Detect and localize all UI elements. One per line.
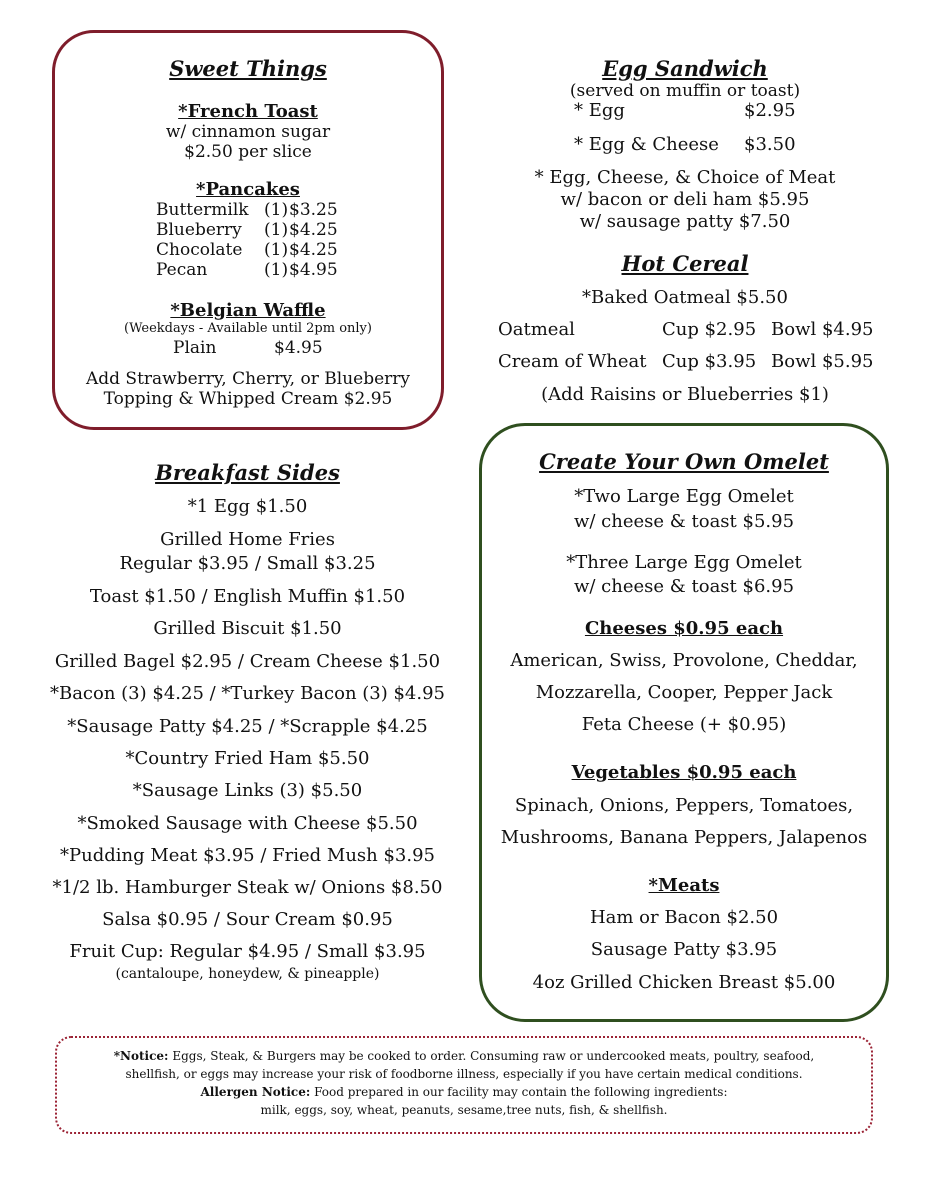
vegetables-title: Vegetables $0.95 each — [571, 762, 797, 783]
pancake-qty: (1) — [264, 240, 289, 260]
side-line: Regular $3.95 / Small $3.25 — [119, 553, 376, 574]
pancake-name: Buttermilk — [156, 200, 249, 220]
side-line: *1 Egg $1.50 — [187, 496, 308, 517]
cheeses-line-2: Mozzarella, Cooper, Pepper Jack — [535, 682, 833, 703]
meats-title: *Meats — [648, 875, 720, 896]
cheeses-line-1: American, Swiss, Provolone, Cheddar, — [510, 650, 858, 671]
pancake-name: Chocolate — [156, 240, 243, 260]
side-line: Grilled Biscuit $1.50 — [153, 618, 342, 639]
side-line: *1/2 lb. Hamburger Steak w/ Onions $8.50 — [52, 877, 443, 898]
pancake-name: Blueberry — [156, 220, 242, 240]
egg-meat-line-1: * Egg, Cheese, & Choice of Meat — [534, 167, 836, 188]
fruit-note: (cantaloupe, honeydew, & pineapple) — [115, 966, 380, 982]
sweet-things-title: Sweet Things — [169, 56, 327, 81]
notice-label: *Notice: — [113, 1049, 169, 1063]
allergen-line — [55, 1083, 873, 1101]
allergen-text: Food prepared in our facility may contain the following ingredients: — [310, 1085, 728, 1099]
topping-line-2: Topping & Whipped Cream $2.95 — [103, 389, 393, 409]
side-line: *Pudding Meat $3.95 / Fried Mush $3.95 — [59, 845, 435, 866]
pancake-qty: (1) — [264, 220, 289, 240]
side-line: Grilled Bagel $2.95 / Cream Cheese $1.50 — [54, 651, 441, 672]
pancake-price: $4.25 — [289, 220, 338, 240]
plain-label: Plain — [173, 338, 217, 358]
cheeses-title: Cheeses $0.95 each — [584, 618, 784, 639]
side-line: *Sausage Patty $4.25 / *Scrapple $4.25 — [67, 716, 428, 737]
omelet-title: Create Your Own Omelet — [539, 449, 829, 474]
side-line: Fruit Cup: Regular $4.95 / Small $3.95 — [69, 941, 426, 962]
baked-oatmeal: *Baked Oatmeal $5.50 — [582, 287, 788, 308]
egg-sandwich-price: $2.95 — [744, 100, 796, 121]
three-egg-line-1: *Three Large Egg Omelet — [566, 552, 802, 573]
egg-sandwich-title: Egg Sandwich — [602, 56, 768, 81]
egg-sandwich-price: $3.50 — [744, 134, 796, 155]
cereal-bowl: Bowl $5.95 — [771, 351, 874, 372]
egg-meat-line-3: w/ sausage patty $7.50 — [579, 211, 791, 232]
side-line: Grilled Home Fries — [160, 529, 335, 550]
pancake-qty: (1) — [264, 200, 289, 220]
belgian-waffle-note: (Weekdays - Available until 2pm only) — [124, 321, 372, 336]
pancake-price: $3.25 — [289, 200, 338, 220]
cereal-bowl: Bowl $4.95 — [771, 319, 874, 340]
vegetables-line-1: Spinach, Onions, Peppers, Tomatoes, — [514, 795, 854, 816]
pancake-price: $4.95 — [289, 260, 338, 280]
french-toast-desc: w/ cinnamon sugar — [165, 122, 331, 142]
notice-text-1: Eggs, Steak, & Burgers may be cooked to order. Consuming raw or undercooked meats, poultry, seafood, — [168, 1049, 815, 1063]
notice-text — [55, 1047, 873, 1119]
cereal-name: Oatmeal — [498, 319, 575, 340]
side-line: *Sausage Links (3) $5.50 — [132, 780, 363, 801]
pancake-price: $4.25 — [289, 240, 338, 260]
meat-item: 4oz Grilled Chicken Breast $5.00 — [532, 972, 836, 993]
pancakes-title: *Pancakes — [196, 179, 300, 200]
side-line: *Bacon (3) $4.25 / *Turkey Bacon (3) $4.95 — [49, 683, 446, 704]
side-line: *Smoked Sausage with Cheese $5.50 — [77, 813, 418, 834]
cheeses-line-3: Feta Cheese (+ $0.95) — [581, 714, 787, 735]
french-toast-price: $2.50 per slice — [184, 142, 312, 162]
pancake-qty: (1) — [264, 260, 289, 280]
side-line: Salsa $0.95 / Sour Cream $0.95 — [102, 909, 393, 930]
hot-cereal-title: Hot Cereal — [621, 251, 749, 276]
side-line: Toast $1.50 / English Muffin $1.50 — [89, 586, 406, 607]
breakfast-sides-title: Breakfast Sides — [155, 460, 340, 485]
notice-line-2: shellfish, or eggs may increase your risk of foodborne illness, especially if you have certain medical conditions. — [125, 1067, 803, 1081]
meat-item: Ham or Bacon $2.50 — [589, 907, 779, 928]
meat-item: Sausage Patty $3.95 — [590, 939, 778, 960]
cereal-cup: Cup $3.95 — [662, 351, 757, 372]
cereal-addon: (Add Raisins or Blueberries $1) — [541, 384, 829, 405]
cereal-cup: Cup $2.95 — [662, 319, 757, 340]
three-egg-line-2: w/ cheese & toast $6.95 — [573, 576, 795, 597]
notice-line-1 — [55, 1047, 873, 1065]
egg-sandwich-name: * Egg — [574, 100, 625, 121]
side-line: *Country Fried Ham $5.50 — [125, 748, 370, 769]
pancake-name: Pecan — [156, 260, 208, 280]
french-toast-title: *French Toast — [178, 101, 318, 122]
cereal-name: Cream of Wheat — [498, 351, 647, 372]
two-egg-line-2: w/ cheese & toast $5.95 — [573, 511, 795, 532]
plain-price: $4.95 — [274, 338, 323, 358]
allergen-list: milk, eggs, soy, wheat, peanuts, sesame,tree nuts, fish, & shellfish. — [260, 1103, 668, 1117]
vegetables-line-2: Mushrooms, Banana Peppers, Jalapenos — [500, 827, 868, 848]
two-egg-line-1: *Two Large Egg Omelet — [574, 486, 794, 507]
allergen-label: Allergen Notice: — [200, 1085, 311, 1099]
egg-meat-line-2: w/ bacon or deli ham $5.95 — [560, 189, 810, 210]
egg-sandwich-name: * Egg & Cheese — [574, 134, 719, 155]
egg-sandwich-subtitle: (served on muffin or toast) — [569, 81, 801, 101]
belgian-waffle-title: *Belgian Waffle — [170, 300, 326, 321]
topping-line-1: Add Strawberry, Cherry, or Blueberry — [85, 369, 410, 389]
